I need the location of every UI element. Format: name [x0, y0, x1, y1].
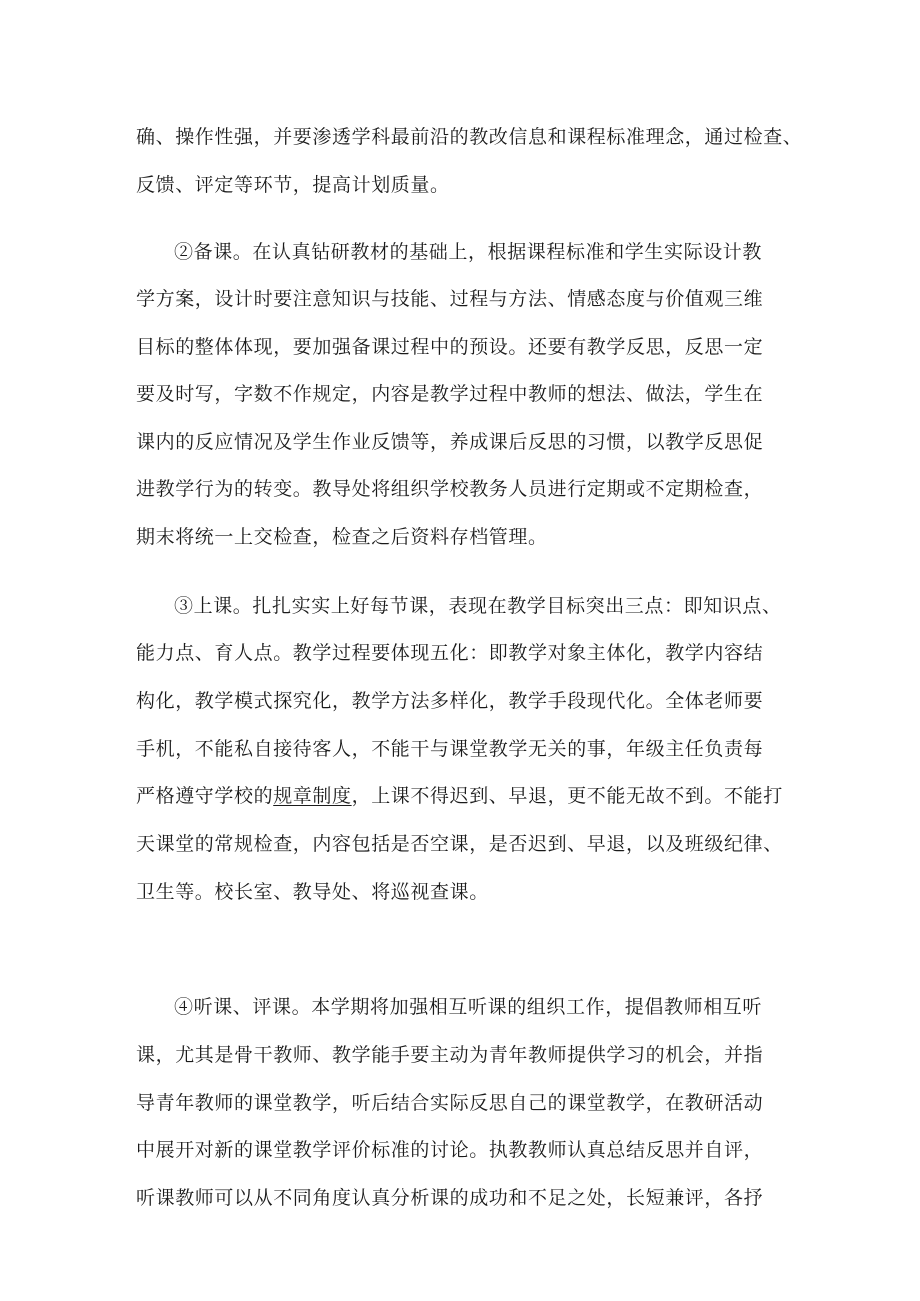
text-line: 天课堂的常规检查，内容包括是否空课，是否迟到、早退，以及班级纪律、: [136, 833, 783, 855]
text-line: 构化，教学模式探究化，教学方法多样化，教学手段现代化。全体老师要: [136, 690, 764, 712]
text-line-with-link: [136, 784, 783, 808]
text-line: 能力点、育人点。教学过程要体现五化：即教学对象主体化，教学内容结: [136, 642, 764, 664]
text-line: 目标的整体体现，要加强备课过程中的预设。还要有教学反思，反思一定: [136, 336, 764, 358]
text-line: ④听课、评课。本学期将加强相互听课的组织工作，提倡教师相互听: [174, 996, 763, 1018]
text-fragment: 严格遵守学校的: [136, 785, 274, 807]
text-line: 确、操作性强，并要渗透学科最前沿的教改信息和课程标准理念，通过检查、: [136, 126, 803, 148]
text-fragment: ，上课不得迟到、早退，更不能无故不到。不能打: [351, 785, 783, 807]
text-line: ③上课。扎扎实实上好每节课，表现在教学目标突出三点：即知识点、: [174, 595, 782, 617]
text-line: 手机，不能私自接待客人，不能干与课堂教学无关的事，年级主任负责每: [136, 738, 764, 760]
text-line: 课，尤其是骨干教师、教学能手要主动为青年教师提供学习的机会，并指: [136, 1044, 764, 1066]
text-line: 进教学行为的转变。教导处将组织学校教务人员进行定期或不定期检查，: [136, 478, 764, 500]
text-line: 学方案，设计时要注意知识与技能、过程与方法、情感态度与价值观三维: [136, 288, 764, 310]
text-line: ②备课。在认真钻研教材的基础上，根据课程标准和学生实际设计教: [174, 241, 763, 263]
text-line: 反馈、评定等环节，提高计划质量。: [136, 174, 450, 196]
text-line: 期末将统一上交检查，检查之后资料存档管理。: [136, 526, 548, 548]
text-line: 课内的反应情况及学生作业反馈等，养成课后反思的习惯，以教学反思促: [136, 431, 764, 453]
text-line: 要及时写，字数不作规定，内容是教学过程中教师的想法、做法，学生在: [136, 383, 764, 405]
text-line: 导青年教师的课堂教学，听后结合实际反思自己的课堂教学，在教研活动: [136, 1092, 764, 1114]
text-line: 中展开对新的课堂教学评价标准的讨论。执教教师认真总结反思并自评，: [136, 1139, 764, 1161]
rules-link[interactable]: 规章制度: [273, 785, 352, 807]
text-line: 卫生等。校长室、教导处、将巡视查课。: [136, 881, 489, 903]
text-line: 听课教师可以从不同角度认真分析课的成功和不足之处，长短兼评，各抒: [136, 1187, 764, 1209]
